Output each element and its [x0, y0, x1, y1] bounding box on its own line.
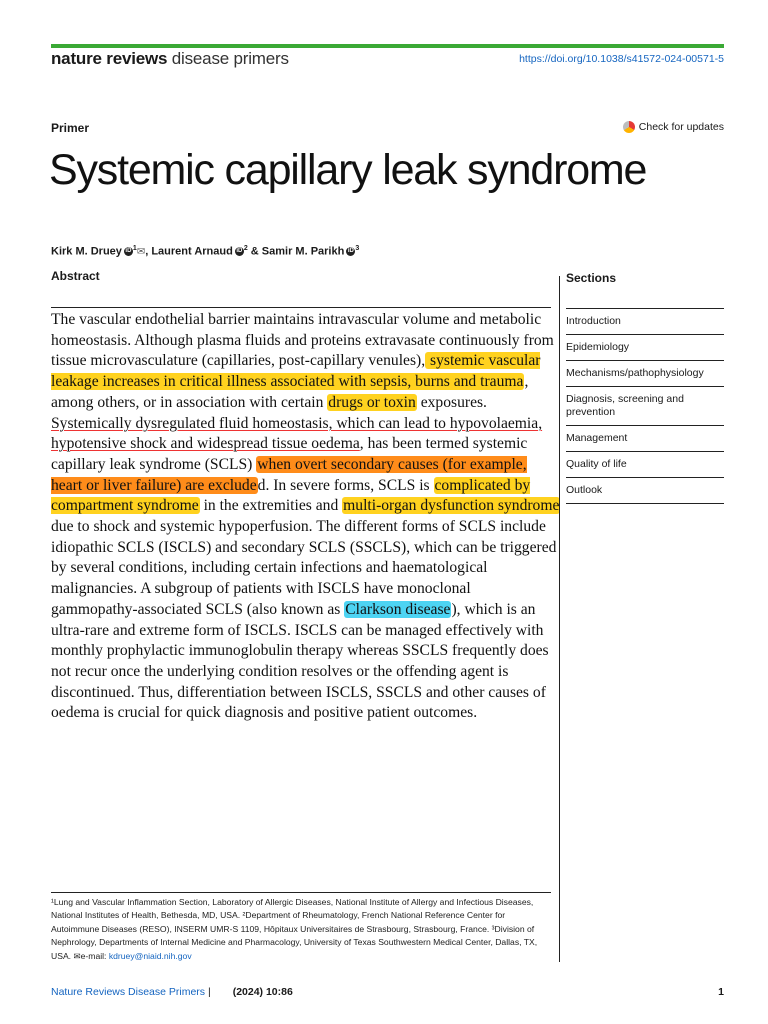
- author-name[interactable]: , Laurent Arnaud: [145, 245, 233, 258]
- crossmark-icon: [623, 121, 635, 133]
- highlight-yellow[interactable]: systemic vascular leakage increases in critical illness associated with sepsis, burns and trauma: [51, 352, 541, 391]
- email-label: e-mail:: [80, 950, 109, 961]
- section-link-epidemiology[interactable]: Epidemiology: [566, 334, 724, 360]
- abstract-text: d. In severe forms, SCLS is: [257, 476, 434, 494]
- section-link-outlook[interactable]: Outlook: [566, 477, 724, 504]
- abstract-text: in the extremities and: [199, 497, 343, 515]
- section-link-quality-of-life[interactable]: Quality of life: [566, 451, 724, 477]
- footer-year-volume: (2024) 10:86: [232, 986, 293, 998]
- doi-link[interactable]: https://doi.org/10.1038/s41572-024-00571-5: [519, 53, 724, 65]
- article-type: Primer: [51, 121, 90, 135]
- highlight-yellow[interactable]: complicated by compartment syndrome: [51, 476, 531, 515]
- highlight-yellow[interactable]: drugs or toxin: [328, 393, 416, 411]
- abstract-text: , among others, or in association with certain: [51, 373, 529, 411]
- journal-name[interactable]: [51, 49, 289, 69]
- check-for-updates-label: Check for updates: [638, 121, 724, 133]
- sections-heading: Sections: [566, 271, 617, 285]
- section-link-introduction[interactable]: Introduction: [566, 308, 724, 334]
- affiliations: [51, 896, 546, 963]
- abstract-text: The vascular endothelial barrier maintains intravascular volume and metabolic homeostasis. Although plasma fluids and proteins extravasate continuously from tissue microvasculature (capillaries, post-capillary venules),: [51, 311, 554, 370]
- abstract-text: exposures.: [416, 393, 487, 411]
- article-title: Systemic capillary leak syndrome: [49, 146, 647, 194]
- abstract-top-rule: [51, 307, 551, 308]
- affiliation-number: 1: [132, 245, 137, 252]
- highlight-blue[interactable]: Clarkson disease: [345, 600, 451, 618]
- author-name[interactable]: & Samir M. Parikh: [247, 245, 345, 258]
- abstract-heading: Abstract: [51, 269, 100, 283]
- orcid-icon[interactable]: iD: [236, 248, 243, 255]
- author-list: [51, 245, 359, 258]
- highlight-orange[interactable]: when overt secondary causes (for example, heart or liver failure) are exclude: [51, 455, 527, 494]
- abstract-text: ), which is an ultra-rare and extreme form of ISCLS. ISCLS can be managed effectively with monthly prophylactic immunoglobulin therapy whereas SSCLS frequently does not recur once the underlying condition resolves or the offending agent is discontinued. Thus, differentiation between ISCLS, SSCLS and other causes of oedema is crucial for quick diagnosis and positive patient outcomes.: [51, 600, 549, 722]
- footer-separator: |: [205, 986, 211, 998]
- mail-icon[interactable]: ✉: [136, 246, 146, 258]
- footer-citation: [51, 986, 293, 998]
- orcid-icon[interactable]: iD: [347, 248, 354, 255]
- mail-icon: ✉: [73, 950, 81, 961]
- affiliations-text: ¹Lung and Vascular Inflammation Section, Laboratory of Allergic Diseases, National Institute of Allergy and Infectious Diseases, National Institutes of Health, Bethesda, MD, USA. ²Department of Rheumatology, French National Reference Center for Autoimmune Diseases (RESO), INSERM UMR-S 1109, Hôpitaux Universitaires de Strasbourg, Strasbourg, France. ³Division of Nephrology, Departments of Internal Medicine and Pharmacology, University of Texas Southwestern Medical Center, Dallas, TX, USA.: [51, 897, 538, 961]
- underline-red[interactable]: Systemically dysregulated fluid homeostasis, which can lead to hypovolaemia, hypotensive shock and widespread tissue oedema: [51, 414, 543, 453]
- page-number: 1: [718, 986, 724, 998]
- journal-name-bold: nature reviews: [51, 49, 168, 68]
- affiliations-rule: [51, 892, 551, 893]
- email-link[interactable]: kdruey@niaid.nih.gov: [108, 950, 192, 961]
- journal-name-light: disease primers: [171, 49, 289, 68]
- sections-nav: [566, 308, 724, 504]
- abstract-body: [51, 310, 561, 724]
- check-for-updates-button[interactable]: [623, 121, 724, 133]
- journal-accent-bar: [51, 44, 724, 48]
- affiliation-number: 2: [243, 245, 248, 252]
- affiliation-number: 3: [355, 245, 360, 252]
- section-link-diagnosis[interactable]: Diagnosis, screening and prevention: [566, 386, 724, 425]
- author-name[interactable]: Kirk M. Druey: [51, 245, 122, 258]
- column-divider: [559, 276, 560, 962]
- footer-journal-link[interactable]: Nature Reviews Disease Primers: [51, 986, 206, 998]
- orcid-icon[interactable]: iD: [125, 248, 132, 255]
- highlight-yellow[interactable]: multi-organ dysfunction syndrome: [343, 497, 560, 515]
- abstract-text: , has been termed systemic capillary leak syndrome (SCLS): [51, 435, 528, 473]
- abstract-text: due to shock and systemic hypoperfusion. The different forms of SCLS include idiopathic SCLS (ISCLS) and secondary SCLS (SSCLS), which can be triggered by several conditions, including certain infections and haematological malignancies. A subgroup of patients with ISCLS have monoclonal gammopathy-associated SCLS (also known as: [51, 518, 557, 618]
- section-link-management[interactable]: Management: [566, 425, 724, 451]
- section-link-mechanisms[interactable]: Mechanisms/pathophysiology: [566, 360, 724, 386]
